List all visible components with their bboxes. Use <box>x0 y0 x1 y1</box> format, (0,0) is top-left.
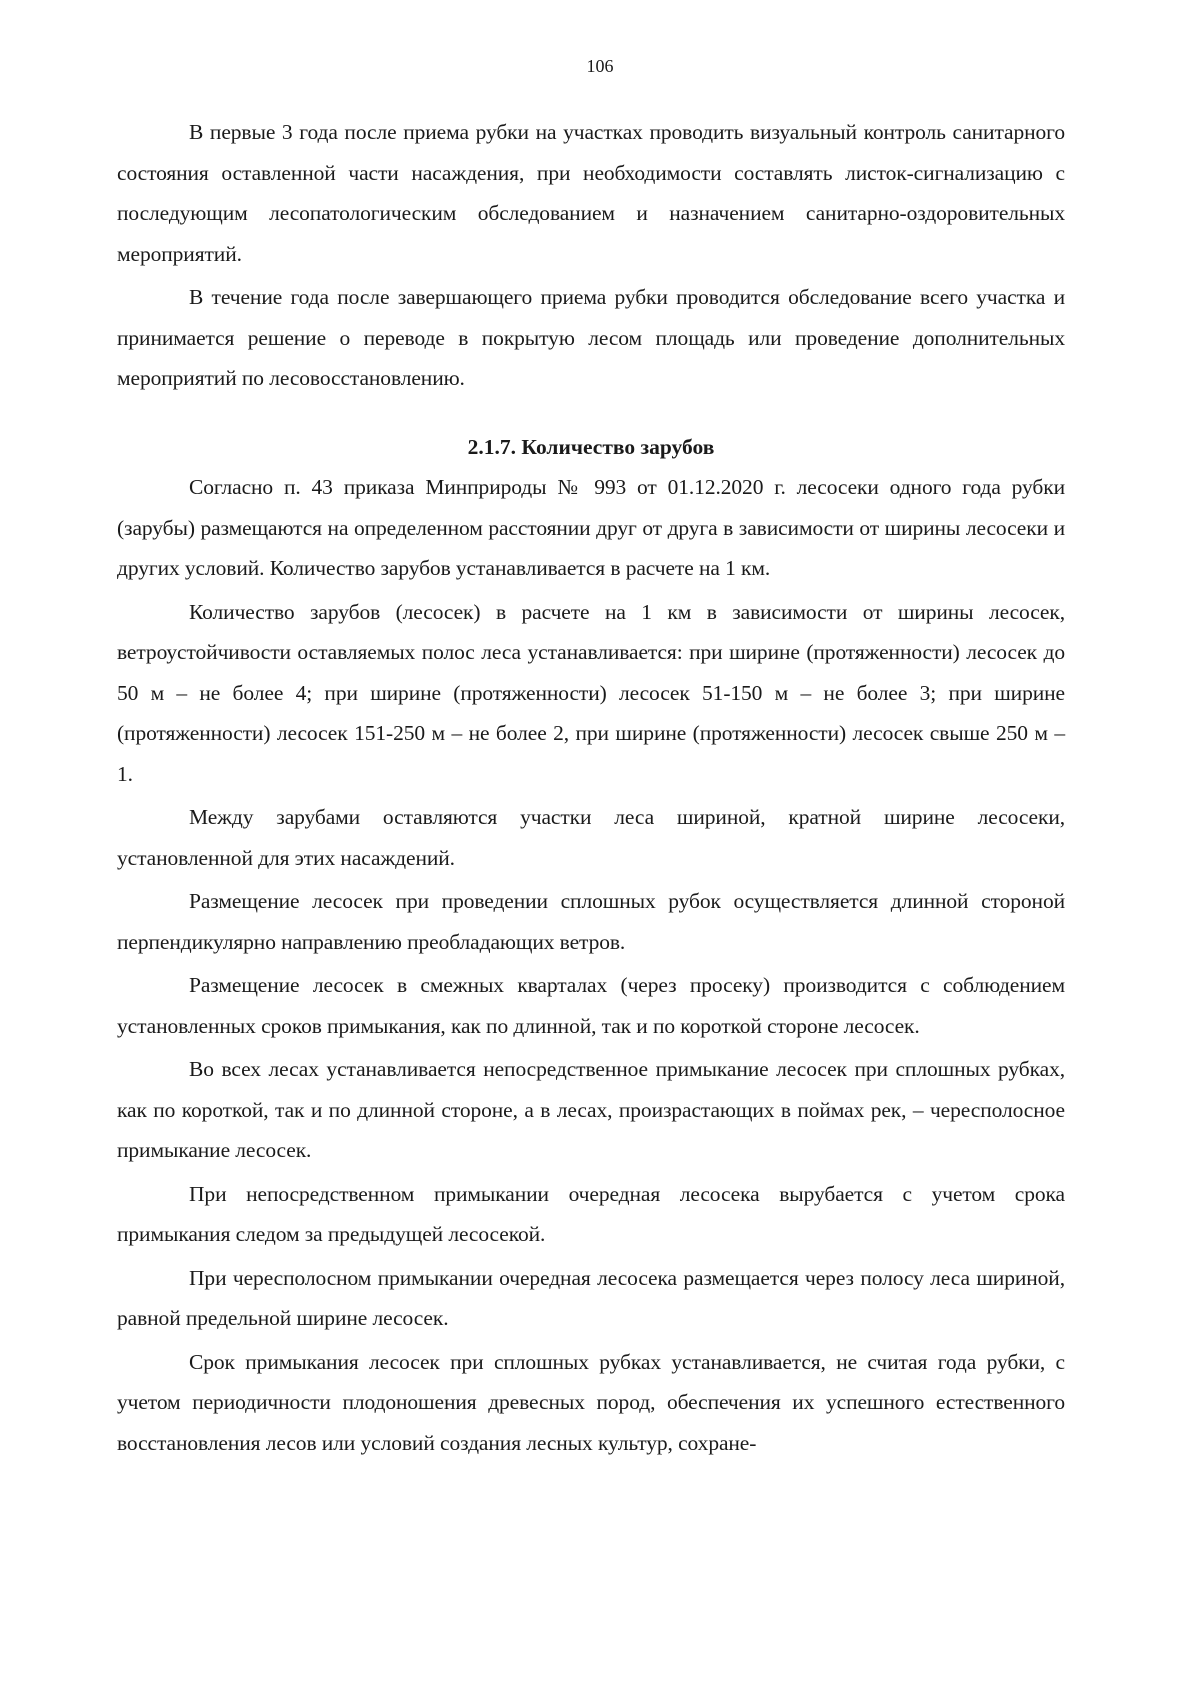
paragraph-direct-adjacency-rule: При непосредственном примыкании очередная лесосека вырубается с учетом срока примыкания следом за предыдущей лесосекой. <box>117 1181 1065 1246</box>
section-heading: 2.1.7. Количество зарубов <box>467 434 715 459</box>
document-body <box>117 112 1065 1466</box>
paragraph-cut-orientation: Размещение лесосек при проведении сплошных рубок осуществляется длинной стороной перпендикулярно направлению преобладающих ветров. <box>117 889 1065 954</box>
paragraph-strip-adjacency-rule: При чересполосном примыкании очередная лесосека размещается через полосу леса шириной, равной предельной ширине лесосек. <box>117 1265 1065 1330</box>
paragraph-strips-between-cuts: Между зарубами оставляются участки леса шириной, кратной ширине лесосеки, установленной для этих насаждений. <box>117 805 1065 870</box>
paragraph-direct-adjacency: Во всех лесах устанавливается непосредственное примыкание лесосек при сплошных рубках, как по короткой, так и по длинной стороне, а в лесах, произрастающих в поймах рек, – чересполосное примыкание лесосек. <box>117 1057 1065 1162</box>
paragraph-adjacent-quarters: Размещение лесосек в смежных кварталах (через просеку) производится с соблюдением установленных сроков примыкания, как по длинной, так и по короткой стороне лесосек. <box>117 973 1065 1038</box>
page-number: 106 <box>586 56 614 76</box>
paragraph-adjacency-period: Срок примыкания лесосек при сплошных рубках устанавливается, не считая года рубки, с учетом периодичности плодоношения древесных пород, обеспечения их успешного естественного восстановления лесов или условий создания лесных культур, сохране- <box>117 1349 1065 1455</box>
paragraph-order-reference: Согласно п. 43 приказа Минприроды № 993 от 01.12.2020 г. лесосеки одного года рубки (зарубы) размещаются на определенном расстоянии друг от друга в зависимости от ширины лесосеки и других условий. Количество зарубов устанавливается в расчете на 1 км. <box>117 475 1065 580</box>
paragraph-cut-count-by-width: Количество зарубов (лесосек) в расчете на 1 км в зависимости от ширины лесосек, ветроустойчивости оставляемых полос леса устанавливается: при ширине (протяженности) лесосек до 50 м – не более 4; при ширине (протяженности) лесосек 51-150 м – не более 3; при ширине (протяженности) лесосек 151-250 м – не более 2, при ширине (протяженности) лесосек свыше 250 м – 1. <box>117 599 1065 786</box>
paragraph-visual-control: В первые 3 года после приема рубки на участках проводить визуальный контроль санитарного состояния оставленной части насаждения, при необходимости составлять листок-сигнализацию с последующим лесопатологическим обследованием и назначением санитарно-оздоровительных мероприятий. <box>117 120 1065 266</box>
paragraph-site-survey: В течение года после завершающего приема рубки проводится обследование всего участка и принимается решение о переводе в покрытую лесом площадь или проведение дополнительных мероприятий по лесовосстановлению. <box>117 285 1065 390</box>
